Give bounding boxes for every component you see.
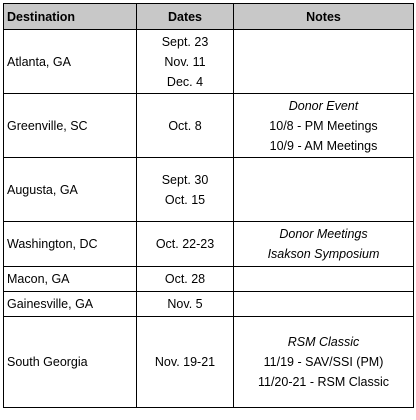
table-row (4, 222, 414, 267)
date-entry: Sept. 23 (161, 34, 209, 49)
notes-cell (234, 222, 414, 267)
notes-title: RSM Classic (287, 335, 360, 349)
destination-cell: Augusta, GA (4, 158, 137, 222)
dates-cell: Oct. 22-23 (137, 222, 234, 267)
destination-cell: South Georgia (4, 317, 137, 408)
header-row (4, 4, 414, 30)
notes-cell (234, 292, 414, 317)
destination-cell: Gainesville, GA (4, 292, 137, 317)
table-row (4, 30, 414, 94)
dates-cell (137, 158, 234, 222)
notes-line: 11/19 - SAV/SSI (PM) (263, 355, 384, 369)
notes-line: 10/8 - PM Meetings (269, 118, 378, 133)
notes-line: Isakson Symposium (267, 247, 380, 261)
notes-title: Donor Meetings (279, 227, 368, 241)
notes-line: 11/20-21 - RSM Classic (257, 375, 390, 389)
table-row (4, 158, 414, 222)
dates-cell: Nov. 5 (137, 292, 234, 317)
dates-cell: Oct. 28 (137, 267, 234, 292)
dates-cell: Nov. 19-21 (137, 317, 234, 408)
date-entry: Nov. 11 (164, 54, 206, 69)
notes-cell (234, 30, 414, 94)
notes-line: 10/9 - AM Meetings (269, 138, 378, 153)
schedule-table (3, 3, 414, 408)
table-row (4, 267, 414, 292)
header-notes: Notes (234, 4, 414, 30)
table-row (4, 94, 414, 158)
table-row (4, 292, 414, 317)
dates-cell: Oct. 8 (137, 94, 234, 158)
header-destination: Destination (4, 4, 137, 30)
dates-cell (137, 30, 234, 94)
date-entry: Sept. 30 (161, 172, 209, 187)
destination-cell: Washington, DC (4, 222, 137, 267)
destination-cell: Atlanta, GA (4, 30, 137, 94)
notes-cell (234, 317, 414, 408)
schedule-table-container (3, 3, 414, 408)
destination-cell: Macon, GA (4, 267, 137, 292)
table-row (4, 317, 414, 408)
notes-cell (234, 267, 414, 292)
notes-cell (234, 158, 414, 222)
date-entry: Oct. 15 (164, 192, 206, 207)
date-entry: Dec. 4 (166, 74, 204, 89)
header-dates: Dates (137, 4, 234, 30)
notes-title: Donor Event (288, 98, 359, 113)
notes-cell (234, 94, 414, 158)
destination-cell: Greenville, SC (4, 94, 137, 158)
